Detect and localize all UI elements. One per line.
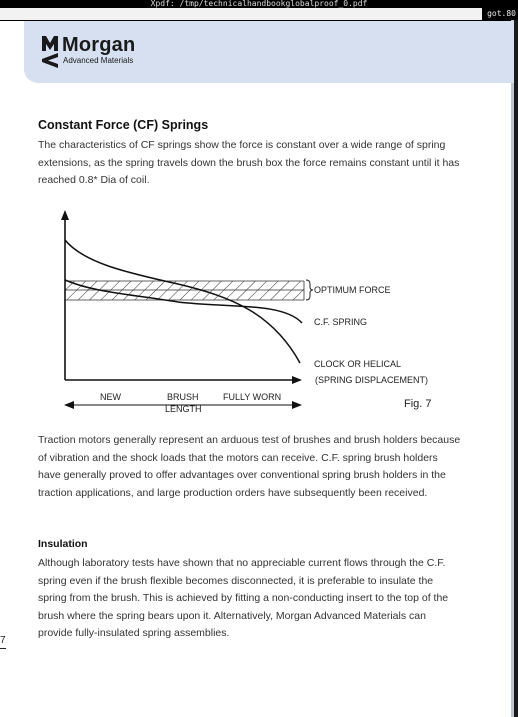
figure-7 [38, 204, 458, 428]
y-axis-arrow-icon [61, 210, 69, 220]
spring-force-diagram [38, 204, 458, 424]
window-title: Xpdf: /tmp/technicalhandbookglobalproof_0.pdf [150, 0, 368, 8]
insulation-paragraph: Although laboratory tests have shown that no appreciable current flows through the C.F. spring even if the brush flexible becomes disconnected, it is preferable to insulate the spring from the brush. This is achieved by fitting a non-conducting insert to the top of the brush where the spring bears upon it. Alternatively, Morgan Advanced Materials can provide fully-insulated spring assemblies. [38, 557, 449, 639]
x-axis-arrow-icon [292, 376, 302, 384]
label-length: LENGTH [165, 404, 202, 414]
figure-caption: Fig. 7 [404, 398, 432, 410]
brand-subtitle: Advanced Materials [63, 56, 134, 65]
intro-paragraph: The characteristics of CF springs show the force is constant over a wide range of spring extensions, as the spring travels down the brush box the force remains constant until it has reached 0.8* Dia of coil. [38, 139, 460, 186]
label-cf-spring: C.F. SPRING [314, 317, 368, 327]
insulation-title: Insulation [38, 538, 88, 550]
page-number: 7 [0, 634, 6, 649]
label-brush: BRUSH [167, 392, 199, 402]
section-title: Constant Force (CF) Springs [38, 118, 209, 132]
scrollbar-edge[interactable] [514, 20, 518, 717]
brush-length-left-arrow-icon [64, 401, 74, 409]
window-title-bar [0, 0, 518, 8]
label-displacement: (SPRING DISPLACEMENT) [315, 375, 429, 385]
morgan-logo-mark-icon [41, 35, 59, 69]
label-fully-worn: FULLY WORN [223, 392, 282, 402]
clock-helical-curve [65, 240, 300, 363]
brand-name: Morgan [62, 34, 136, 56]
tab-current[interactable]: got.80 [482, 8, 518, 20]
label-clock-helical: CLOCK OR HELICAL [314, 359, 402, 369]
optimum-brace-icon [306, 280, 313, 300]
traction-paragraph: Traction motors generally represent an arduous test of brushes and brush holders because of vibration and the shock loads that the motors can receive. C.F. spring brush holders have generally proved to offer advantages over conventional spring brush holders in the traction applications, and large production orders have subsequently been received. [38, 434, 461, 499]
brush-length-right-arrow-icon [292, 401, 302, 409]
label-optimum-force: OPTIMUM FORCE [314, 285, 391, 295]
tab-strip [0, 8, 518, 21]
label-new: NEW [100, 392, 121, 402]
